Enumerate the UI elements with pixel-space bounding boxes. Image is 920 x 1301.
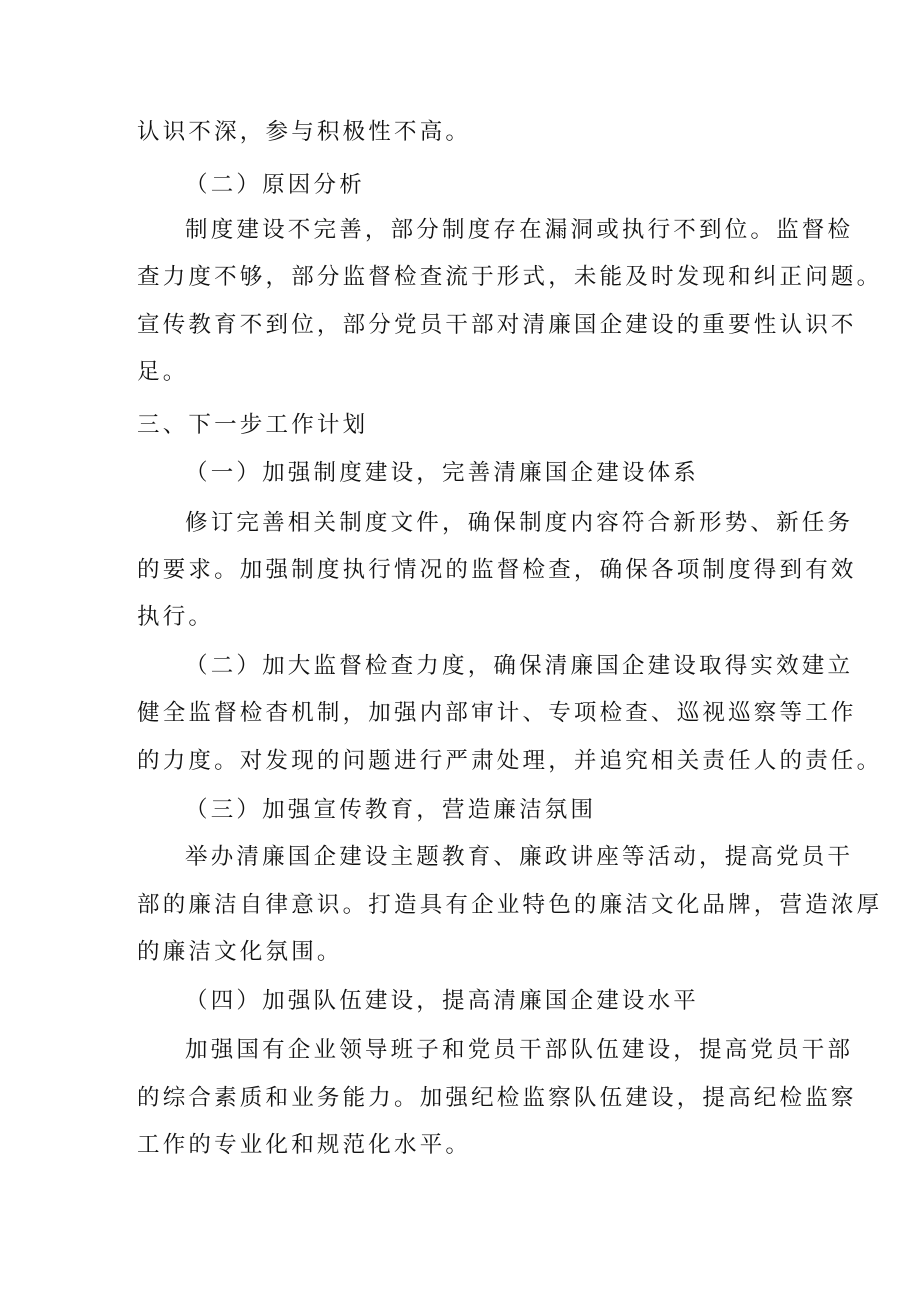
paragraph-line: 举办清廉国企建设主题教育、廉政讲座等活动，提高党员干 [185, 844, 854, 870]
section-heading-next-plan: 三、下一步工作计划 [137, 412, 369, 438]
paragraph-line: 部的廉洁自律意识。打造具有企业特色的廉洁文化品牌，营造浓厚 [137, 892, 883, 918]
subsection-heading-supervision: （二）加大监督检查力度，确保清廉国企建设取得实效建立 [185, 653, 854, 679]
paragraph-line: 的要求。加强制度执行情况的监督检查，确保各项制度得到有效 [137, 557, 857, 583]
paragraph-line: 制度建设不完善，部分制度存在漏洞或执行不到位。监督检 [185, 217, 854, 243]
paragraph-line: 的综合素质和业务能力。加强纪检监察队伍建设，提高纪检监察 [137, 1085, 857, 1111]
paragraph-line: 足。 [137, 359, 189, 385]
paragraph-line: 工作的专业化和规范化水平。 [137, 1132, 472, 1158]
section-heading-cause-analysis: （二）原因分析 [185, 172, 365, 198]
paragraph-line: 修订完善相关制度文件，确保制度内容符合新形势、新任务 [185, 510, 854, 536]
paragraph-line: 加强国有企业领导班子和党员干部队伍建设，提高党员干部 [185, 1037, 854, 1063]
paragraph-line: 认识不深，参与积极性不高。 [137, 119, 472, 145]
paragraph-line: 健全监督检杳机制，加强内部审计、专项检查、巡视巡察等工作 [137, 700, 857, 726]
paragraph-line: 的廉洁文化氛围。 [137, 939, 343, 965]
subsection-heading-publicity: （三）加强宣传教育，营造廉洁氛围 [185, 797, 597, 823]
paragraph-line: 执行。 [137, 604, 215, 630]
subsection-heading-system-building: （一）加强制度建设，完善清廉国企建设体系 [185, 460, 700, 486]
paragraph-line: 宣传教育不到位，部分党员干部对清廉国企建设的重要性认识不 [137, 312, 857, 338]
paragraph-line: 的力度。对发现的问题进行严肃处理，并追究相关责任人的责任。 [137, 748, 883, 774]
subsection-heading-team-building: （四）加强队伍建设，提高清廉国企建设水平 [185, 988, 700, 1014]
paragraph-line: 查力度不够，部分监督检查流于形式，未能及时发现和纠正问题。 [137, 264, 883, 290]
